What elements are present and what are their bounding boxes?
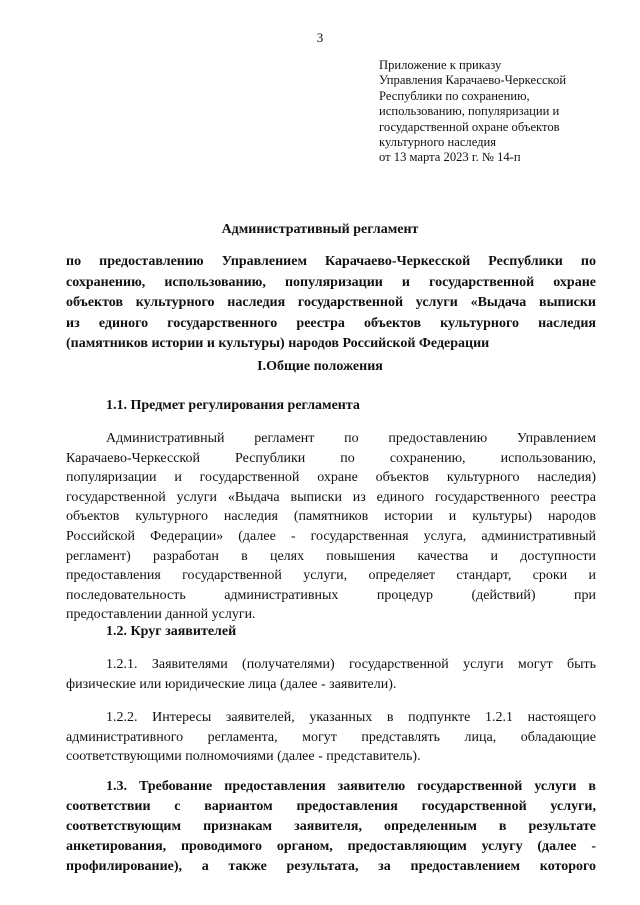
subtitle-line: объектов культурного наследия государственной услуги «Выдача выписки xyxy=(66,295,596,310)
paragraph-line: последовательность административных процедур (действий) при xyxy=(66,587,596,603)
annex-line: Приложение к приказу xyxy=(379,58,502,72)
subtitle-line: (памятников истории и культуры) народов Российской Федерации xyxy=(66,336,490,351)
paragraph-line: Карачаево-Черкесской Республики по сохранению, использованию, xyxy=(66,450,596,466)
paragraph-1-1 xyxy=(66,429,596,625)
paragraph-line: административного регламента, могут представлять лица, обладающие xyxy=(66,729,596,745)
annex-line: культурного наследия xyxy=(379,135,497,150)
annex-block xyxy=(379,58,619,166)
subtitle-line: по предоставлению Управлением Карачаево-Черкесской Республики по xyxy=(66,254,596,269)
document-subtitle xyxy=(66,252,596,355)
heading-1-2: 1.2. Круг заявителей xyxy=(106,624,237,639)
paragraph-line: Административный регламент по предоставлению Управлением xyxy=(106,431,596,446)
paragraph-line: профилирование), а также результата, за предоставлением которого xyxy=(66,859,596,874)
paragraph-line: государственной услуги «Выдача выписки из единого государственного реестра xyxy=(66,489,596,505)
paragraph-line: предоставлении данной услуги. xyxy=(66,607,256,623)
paragraph-line: 1.3. Требование предоставления заявителю государственной услуги в xyxy=(106,779,596,794)
paragraph-line: 1.2.2. Интересы заявителей, указанных в подпункте 1.2.1 настоящего xyxy=(106,710,596,725)
paragraph-line: 1.2.1. Заявителями (получателями) государственной услуги могут быть xyxy=(106,657,596,672)
document-title: Административный регламент xyxy=(221,222,419,237)
paragraph-1-2-2 xyxy=(66,708,596,767)
annex-line: государственной охране объектов xyxy=(379,119,560,134)
paragraph-line: соответствии с вариантом предоставления государственной услуги, xyxy=(66,799,596,814)
paragraph-line: соответствующим признакам заявителя, определенным в результате xyxy=(66,819,596,834)
page-number: 3 xyxy=(316,30,324,45)
paragraph-line: физические или юридические лица (далее - заявители). xyxy=(66,676,397,692)
paragraph-line: популяризации и государственной охране объектов культурного наследия) xyxy=(66,470,596,486)
paragraph-line: Российской Федерации» (далее - государственная услуга, административный xyxy=(66,528,596,544)
annex-line: использованию, популяризации и xyxy=(379,104,560,119)
paragraph-line: соответствующими полномочиями (далее - представитель). xyxy=(66,749,421,765)
annex-line: Республики по сохранению, xyxy=(379,88,530,103)
subtitle-line: из единого государственного реестра объектов культурного наследия xyxy=(66,315,596,331)
paragraph-line: объектов культурного наследия (памятников истории и культуры) народов xyxy=(66,509,596,525)
heading-1-1: 1.1. Предмет регулирования регламента xyxy=(106,398,360,413)
annex-line: от 13 марта 2023 г. № 14-п xyxy=(379,150,521,165)
paragraph-1-2-1 xyxy=(66,655,596,694)
annex-line: Управления Карачаево-Черкесской xyxy=(379,73,567,88)
subtitle-line: сохранению, использованию, популяризации и государственной охране xyxy=(66,274,596,290)
section-title: I.Общие положения xyxy=(257,359,383,374)
paragraph-1-3 xyxy=(66,777,596,877)
paragraph-line: регламент) разработан в целях повышения качества и доступности xyxy=(66,548,596,564)
paragraph-line: анкетирования, проводимого органом, предоставляющим услугу (далее - xyxy=(66,839,596,854)
paragraph-line: предоставления государственной услуги, определяет стандарт, сроки и xyxy=(66,568,596,584)
